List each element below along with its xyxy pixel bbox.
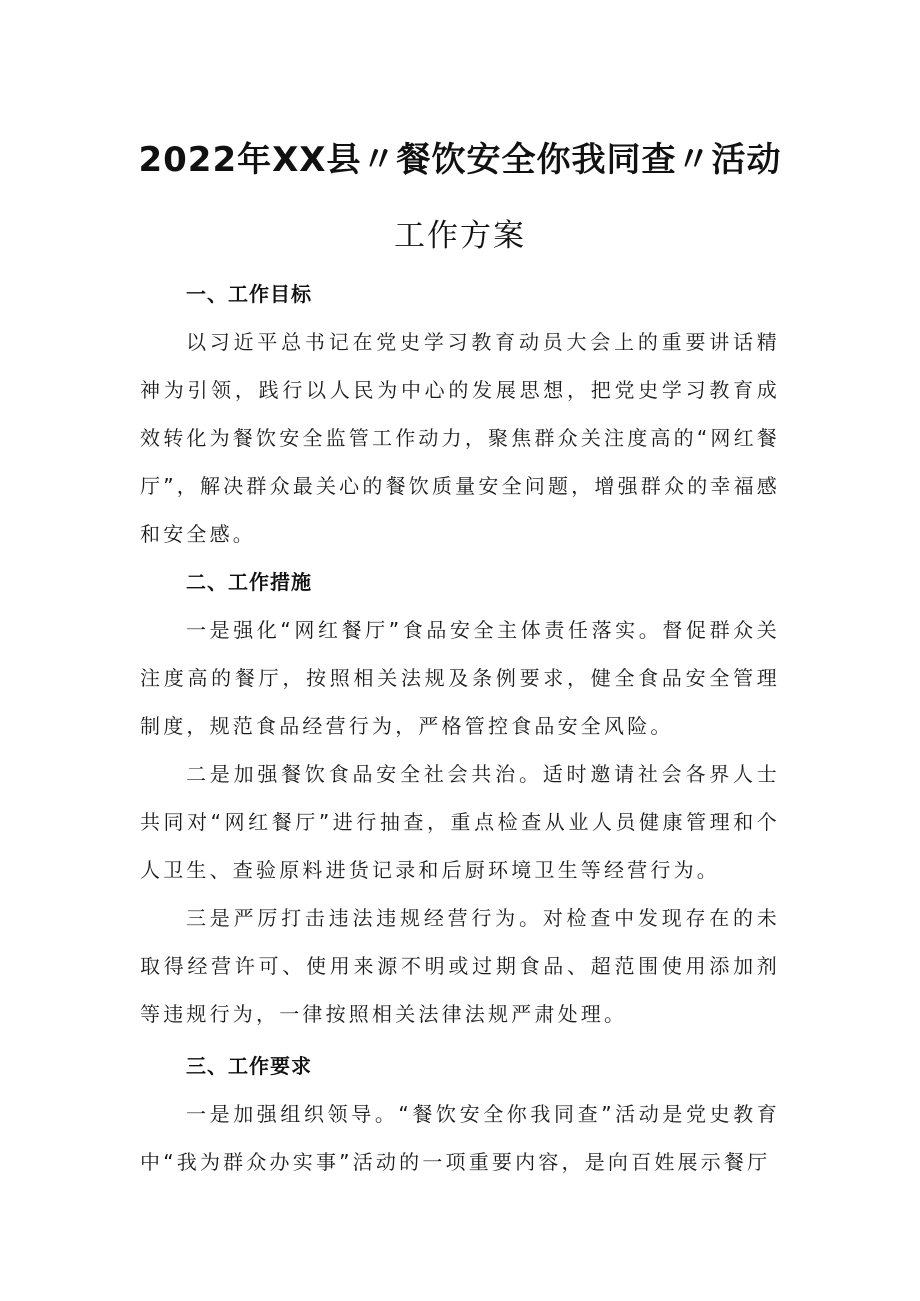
paragraph-measure-2: 二是加强餐饮食品安全社会共治。适时邀请社会各界人士共同对“网红餐厅”进行抽查，重点检查从业人员健康管理和个人卫生、查验原料进货记录和后厨环境卫生等经营行为。 xyxy=(140,762,780,882)
document-title-line-1: 2022年XX县〃餐饮安全你我同查〃活动 xyxy=(138,140,782,180)
paragraph-goals: 以习近平总书记在党史学习教育动员大会上的重要讲话精神为引领，践行以人民为中心的发展思想，把党史学习教育成效转化为餐饮安全监管工作动力，聚焦群众关注度高的“网红餐厅”，解决群众最关心的餐饮质量安全问题，增强群众的幸福感和安全感。 xyxy=(140,330,780,546)
document-body xyxy=(140,270,780,1186)
section-heading-requirements: 三、工作要求 xyxy=(186,1054,312,1078)
paragraph-measure-3: 三是严厉打击违法违规经营行为。对检查中发现存在的未取得经营许可、使用来源不明或过期食品、超范围使用添加剂等违规行为，一律按照相关法律法规严肃处理。 xyxy=(140,906,780,1026)
section-heading-measures: 二、工作措施 xyxy=(186,570,312,594)
paragraph-requirement-1: 一是加强组织领导。“餐饮安全你我同查”活动是党史教育中“我为群众办实事”活动的一项重要内容，是向百姓展示餐厅 xyxy=(140,1102,780,1174)
paragraph-measure-1: 一是强化“网红餐厅”食品安全主体责任落实。督促群众关注度高的餐厅，按照相关法规及条例要求，健全食品安全管理制度，规范食品经营行为，严格管控食品安全风险。 xyxy=(140,618,780,738)
document-title-line-2: 工作方案 xyxy=(394,218,526,254)
section-heading-goals: 一、工作目标 xyxy=(186,282,312,306)
